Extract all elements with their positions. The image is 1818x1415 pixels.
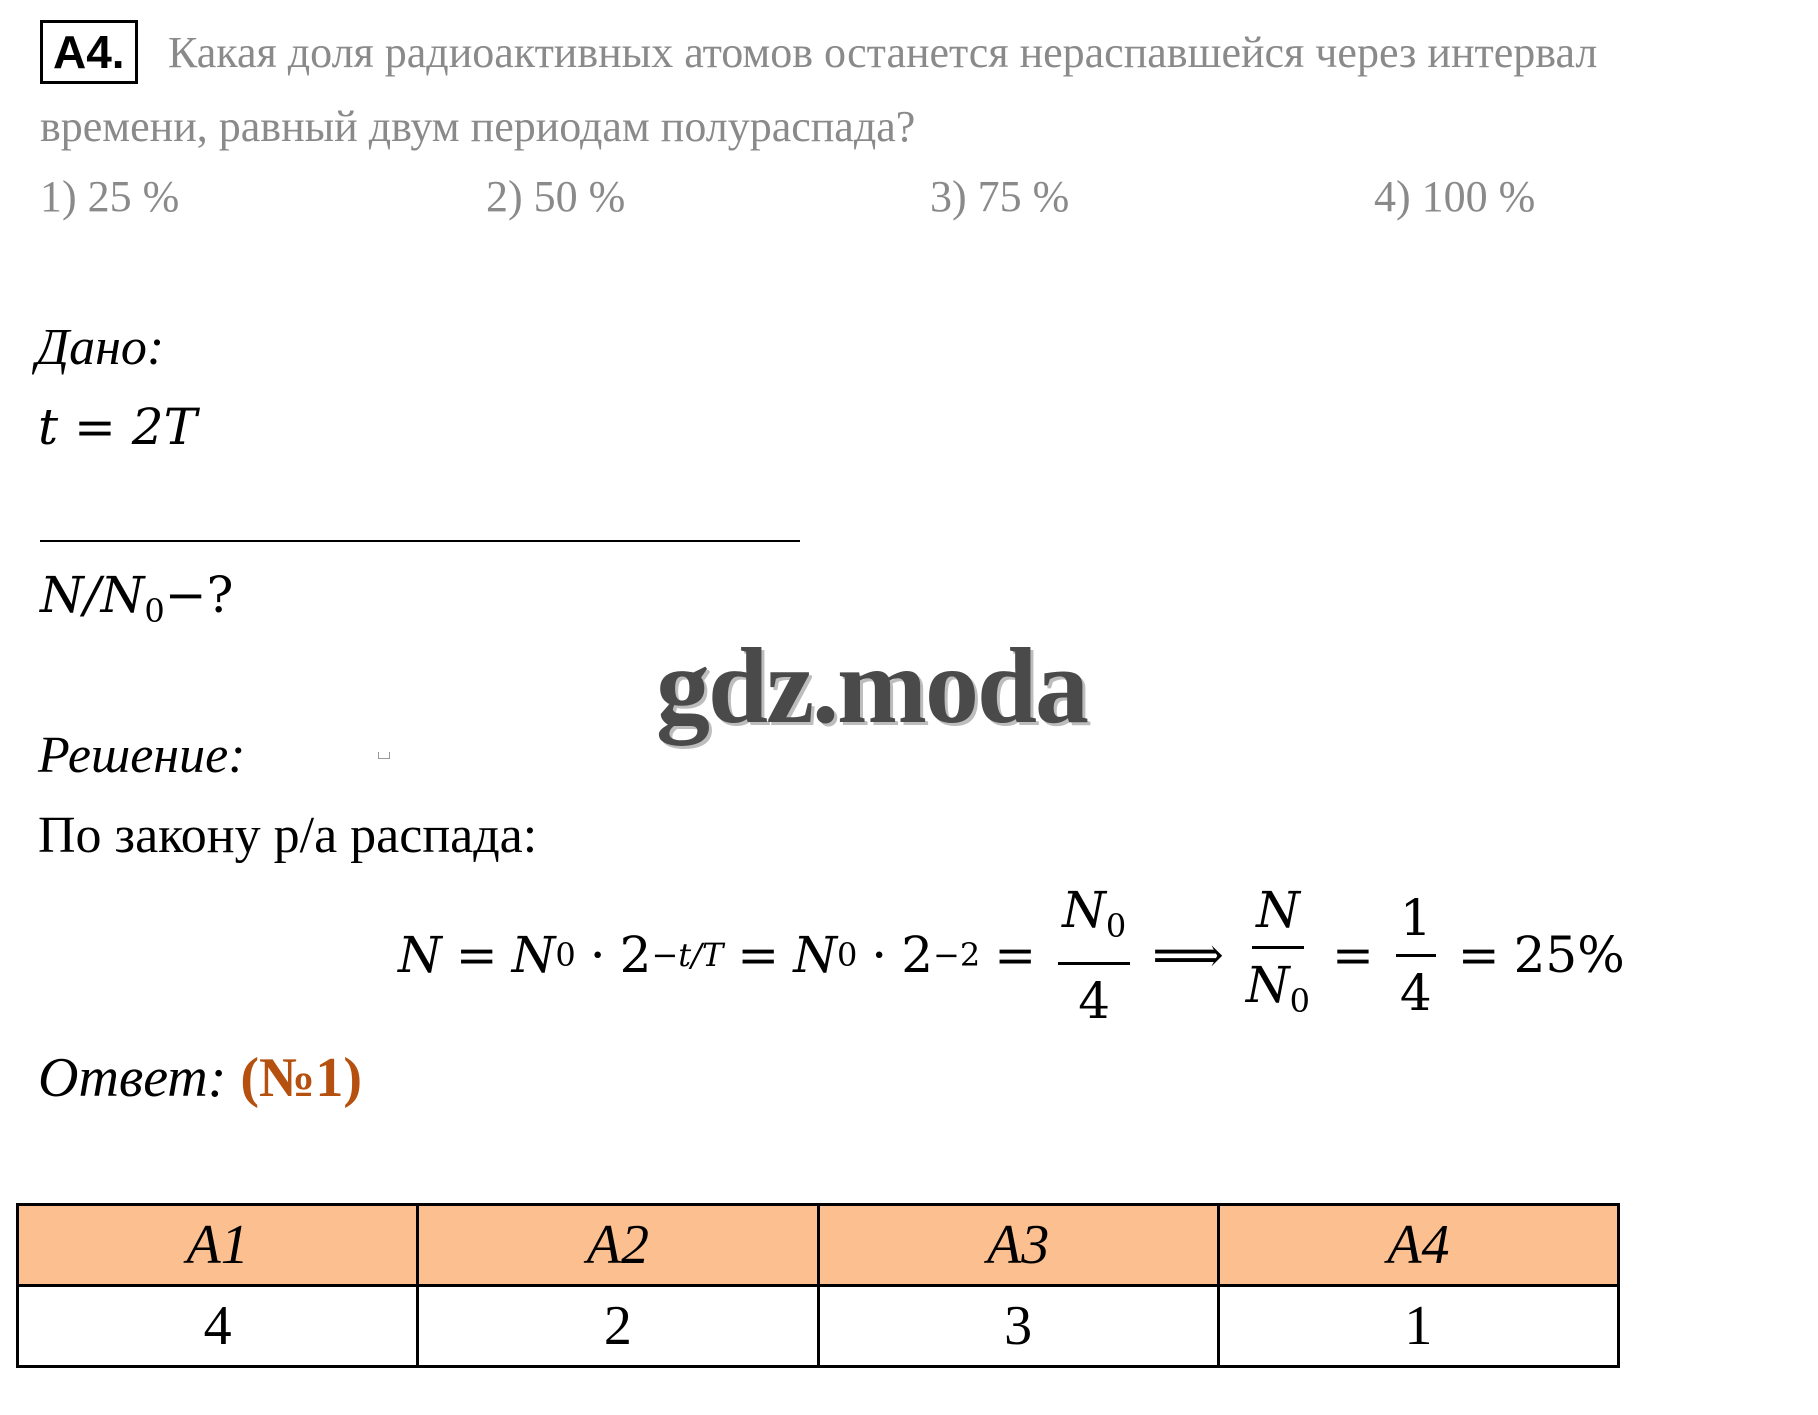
formula-fraction-1	[1058, 880, 1130, 1031]
formula-result: 25%	[1513, 926, 1625, 984]
formula-n: N	[398, 926, 442, 984]
answer-line	[38, 1046, 362, 1110]
option-2: 2) 50 %	[486, 172, 626, 221]
formula-fraction-2	[1246, 880, 1310, 1031]
given-equation: t = 2T	[38, 398, 197, 456]
formula-eq-1: =	[455, 926, 498, 984]
solution-label: Решение:	[38, 727, 246, 784]
table-cell: 3	[818, 1286, 1218, 1367]
option-3: 3) 75 %	[930, 172, 1070, 221]
answers-table	[16, 1203, 1620, 1368]
table-header-cell: A1	[18, 1205, 418, 1286]
formula-exp-2: −2	[933, 936, 981, 974]
table-header-cell: A4	[1218, 1205, 1618, 1286]
given-label: Дано:	[36, 319, 165, 376]
formula-exp-1: −t/T	[651, 936, 724, 974]
formula-dot-1: ·	[589, 926, 606, 984]
fraction-3-denominator: 4	[1399, 963, 1432, 1022]
answer-value: (№1)	[240, 1047, 362, 1109]
table-row	[18, 1286, 1619, 1367]
formula-two-2: 2	[901, 926, 934, 984]
fraction-2-numerator: N	[1252, 880, 1304, 949]
table-header-cell: A2	[418, 1205, 818, 1286]
answer-label: Ответ:	[38, 1047, 227, 1109]
decay-formula	[398, 880, 1625, 1030]
table-cell: 2	[418, 1286, 818, 1367]
fraction-3-numerator: 1	[1396, 888, 1436, 957]
fraction-1-denominator: 4	[1078, 971, 1111, 1030]
small-mark-icon	[378, 752, 390, 759]
formula-eq-4: =	[1332, 926, 1374, 984]
table-header-row	[18, 1205, 1619, 1286]
find-sub: 0	[144, 592, 165, 630]
formula-n0-b: N	[793, 926, 837, 984]
question-number-badge: A4.	[40, 20, 138, 84]
fraction-1-numerator: $N_0$	[1058, 880, 1130, 965]
find-quantity	[40, 566, 233, 630]
question-text-line-1: Какая доля радиоактивных атомов останется нераспавшейся через интервал	[168, 28, 1598, 77]
option-1: 1) 25 %	[40, 172, 180, 221]
decay-law-text: По закону р/а распада:	[38, 807, 538, 864]
formula-eq-3: =	[994, 926, 1037, 984]
formula-implies: ⟹	[1152, 926, 1224, 984]
formula-eq-2: =	[737, 926, 780, 984]
table-cell: 1	[1218, 1286, 1618, 1367]
formula-two-1: 2	[619, 926, 652, 984]
table-header-cell: A3	[818, 1205, 1218, 1286]
formula-dot-2: ·	[871, 926, 888, 984]
formula-n0-a-sub: 0	[555, 936, 576, 974]
table-cell: 4	[18, 1286, 418, 1367]
watermark-logo: gdz.moda	[656, 627, 1088, 746]
find-suffix: −?	[164, 566, 234, 624]
question-text-line-2: времени, равный двум периодам полураспада?	[40, 102, 916, 151]
formula-n0-a: N	[511, 926, 556, 984]
given-divider	[40, 540, 800, 542]
find-main: N/N	[40, 566, 145, 624]
formula-fraction-3	[1396, 888, 1436, 1023]
formula-eq-5: =	[1457, 926, 1500, 984]
option-4: 4) 100 %	[1374, 172, 1536, 221]
fraction-2-denominator: $N_0$	[1245, 955, 1310, 1020]
formula-n0-b-sub: 0	[836, 936, 858, 974]
